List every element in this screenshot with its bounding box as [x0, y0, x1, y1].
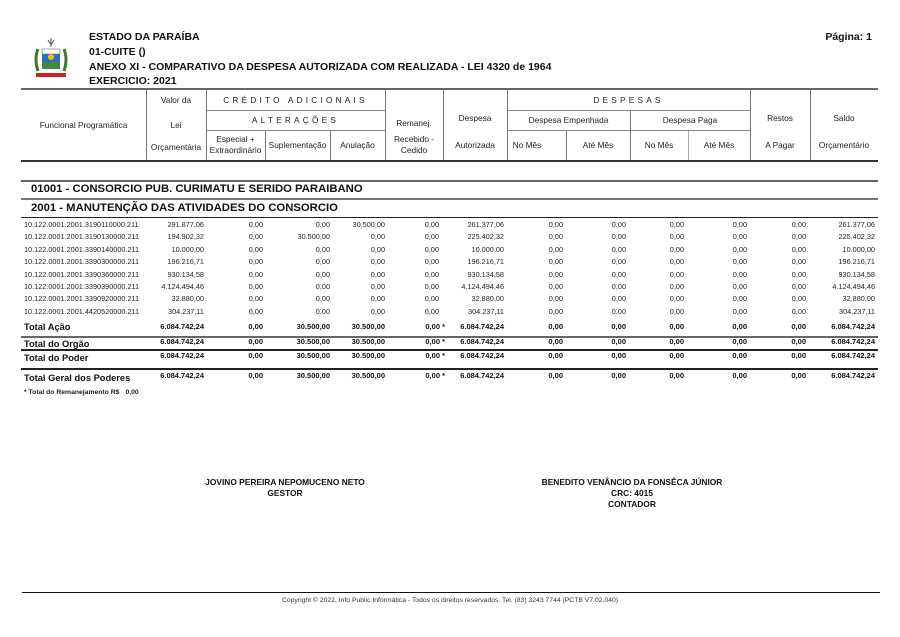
cell-suplementacao: 0,00 [315, 257, 330, 267]
remanejamento-note [24, 389, 139, 396]
cell-autorizada: 4.124.494,46 [461, 282, 504, 291]
total-especial: 0,00 [248, 351, 263, 360]
cell-suplementacao: 0,00 [315, 244, 330, 254]
contador-role: CONTADOR [608, 499, 656, 509]
total-autorizada: 6.084.742,24 [460, 337, 504, 346]
cell-restos: 0,00 [791, 269, 806, 279]
cell-paga-mes: 0,00 [669, 306, 684, 316]
cell-anulacao: 0,00 [370, 232, 385, 242]
total-autorizada: 6.084.742,24 [460, 351, 504, 360]
section-rule [21, 198, 878, 200]
cell-autorizada: 225.402,32 [467, 232, 504, 242]
total-paga-mes: 0,00 [669, 322, 684, 331]
cell-emp-ate: 0,00 [611, 257, 626, 267]
orgao-title: 01001 - CONSORCIO PUB. CURIMATU E SERIDO PARAIBANO [31, 183, 363, 195]
total-paga-ate: 0,00 [732, 322, 747, 331]
cell-emp-mes: 0,00 [548, 294, 563, 304]
total-row [0, 322, 900, 336]
cell-valor-lei: 194.902,32 [167, 232, 204, 242]
total-rule [21, 368, 878, 370]
total-valor-lei: 6.084.742,24 [160, 371, 204, 380]
table-row [0, 220, 900, 232]
cell-suplementacao: 30.500,00 [297, 232, 330, 242]
col-a-pagar: A Pagar [765, 140, 795, 150]
cell-saldo: 225.402,32 [838, 232, 875, 242]
state-title: ESTADO DA PARAÍBA [89, 31, 200, 43]
total-especial: 0,00 [248, 337, 263, 346]
col-paga-no-mes: No Mês [644, 140, 674, 150]
cell-emp-ate: 0,00 [611, 232, 626, 242]
cell-especial: 0,00 [248, 306, 263, 316]
cell-saldo: 32.880,00 [842, 294, 875, 304]
cell-valor-lei: 32.880,00 [171, 294, 204, 304]
total-valor-lei: 6.084.742,24 [160, 322, 204, 331]
funcional-code: 10.122.0001.2001.3390390000.211 [24, 282, 140, 291]
funcional-code: 10.122.0001.2001.3190110000.211 [24, 220, 139, 229]
col-especial-1: Especial + [216, 134, 255, 144]
total-saldo: 6.084.742,24 [831, 337, 875, 346]
total-paga-ate: 0,00 [732, 351, 747, 360]
cell-paga-mes: 0,00 [669, 220, 684, 229]
cell-emp-ate: 0,00 [611, 306, 626, 316]
cell-autorizada: 261.377,06 [467, 220, 504, 229]
funcional-code: 10.122.0001.2001.4420520000.211 [24, 306, 140, 316]
row-divider [507, 110, 750, 111]
cell-restos: 0,00 [791, 294, 806, 304]
table-row [0, 307, 900, 319]
col-remanej: Remanej. [396, 118, 432, 128]
cell-autorizada: 10.000,00 [471, 244, 504, 254]
signature-gestor [180, 477, 390, 499]
cell-restos: 0,00 [791, 282, 806, 291]
cell-remanej: 0,00 [424, 306, 439, 316]
cell-paga-ate: 0,00 [732, 257, 747, 267]
cell-restos: 0,00 [791, 220, 806, 229]
cell-anulacao: 0,00 [370, 294, 385, 304]
cell-restos: 0,00 [791, 306, 806, 316]
table-row [0, 257, 900, 269]
col-despesa: Despesa [458, 113, 492, 123]
cell-saldo: 261.377,06 [838, 220, 875, 229]
cell-emp-mes: 0,00 [548, 306, 563, 316]
col-empenhada: Despesa Empenhada [528, 115, 609, 125]
cell-especial: 0,00 [248, 257, 263, 267]
total-emp-mes: 0,00 [548, 371, 563, 380]
cell-suplementacao: 0,00 [315, 220, 330, 229]
cell-anulacao: 30.500,00 [352, 220, 385, 229]
total-row [0, 351, 900, 365]
total-especial: 0,00 [248, 371, 263, 380]
total-suplementacao: 30.500,00 [296, 371, 330, 380]
cell-valor-lei: 291.877,06 [167, 220, 204, 229]
total-label: Total Ação [24, 322, 71, 332]
gestor-name: JOVINO PEREIRA NEPOMUCENO NETO [205, 477, 365, 487]
total-restos: 0,00 [791, 371, 806, 380]
cell-emp-ate: 0,00 [611, 269, 626, 279]
total-label: Total do Poder [24, 353, 89, 363]
cell-emp-ate: 0,00 [611, 244, 626, 254]
cell-saldo: 304.237,11 [839, 306, 875, 316]
table-row [0, 245, 900, 257]
cell-especial: 0,00 [248, 232, 263, 242]
table-row [0, 232, 900, 244]
funcional-code: 10.122.0001.2001.3390140000.211 [24, 244, 140, 254]
funcional-code: 10.122.0001.2001.3390360000.211 [24, 269, 140, 279]
total-label: Total Geral dos Poderes [24, 373, 131, 383]
cell-anulacao: 0,00 [370, 306, 385, 316]
cell-emp-ate: 0,00 [611, 220, 626, 229]
funcional-code: 10.122.0001.2001.3390920000.211 [24, 294, 140, 304]
cell-valor-lei: 930.134,58 [167, 269, 204, 279]
cell-autorizada: 930.134,58 [467, 269, 504, 279]
total-autorizada: 6.084.742,24 [460, 371, 504, 380]
cell-saldo: 10.000,00 [842, 244, 875, 254]
cell-emp-mes: 0,00 [548, 269, 563, 279]
col-paga: Despesa Paga [662, 115, 718, 125]
total-suplementacao: 30.500,00 [296, 351, 330, 360]
section-rule [21, 217, 878, 218]
total-emp-mes: 0,00 [548, 322, 563, 331]
total-row [0, 337, 900, 351]
coat-of-arms-icon [30, 35, 72, 81]
cell-saldo: 4.124.494,46 [832, 282, 875, 291]
cell-autorizada: 32.880,00 [471, 294, 504, 304]
total-saldo: 6.084.742,24 [831, 351, 875, 360]
section-rule [21, 180, 878, 182]
table-row [0, 270, 900, 282]
total-anulacao: 30.500,00 [351, 322, 385, 331]
total-anulacao: 30.500,00 [351, 337, 385, 346]
cell-paga-ate: 0,00 [732, 244, 747, 254]
cell-emp-mes: 0,00 [548, 282, 563, 291]
total-suplementacao: 30.500,00 [296, 337, 330, 346]
funcional-code: 10.122.0001.2001.3390300000.211 [24, 257, 140, 267]
cell-restos: 0,00 [791, 244, 806, 254]
total-emp-ate: 0,00 [611, 322, 626, 331]
cell-emp-mes: 0,00 [548, 257, 563, 267]
total-emp-ate: 0,00 [611, 337, 626, 346]
col-lei: Lei [170, 120, 182, 130]
cell-valor-lei: 304.237,11 [168, 306, 204, 316]
gestor-role: GESTOR [267, 488, 303, 498]
total-label: Total do Orgão [24, 339, 90, 349]
cell-emp-ate: 0,00 [611, 282, 626, 291]
cell-paga-mes: 0,00 [669, 282, 684, 291]
acao-title: 2001 - MANUTENÇÃO DAS ATIVIDADES DO CONSORCIO [31, 202, 338, 214]
total-emp-mes: 0,00 [548, 351, 563, 360]
cell-emp-mes: 0,00 [548, 244, 563, 254]
cell-remanej: 0,00 [424, 257, 439, 267]
cell-saldo: 930.134,58 [838, 269, 875, 279]
col-especial-2: Extraordinário [209, 145, 262, 155]
cell-suplementacao: 0,00 [315, 282, 330, 291]
total-paga-mes: 0,00 [669, 371, 684, 380]
cell-saldo: 196.216,71 [838, 257, 875, 267]
cell-paga-mes: 0,00 [669, 232, 684, 242]
contador-crc: CRC: 4015 [611, 488, 653, 498]
total-emp-mes: 0,00 [548, 337, 563, 346]
page-number: Página: 1 [825, 31, 872, 43]
cell-anulacao: 0,00 [370, 282, 385, 291]
row-divider [206, 130, 385, 131]
col-alteracoes: ALTERAÇÕES [251, 115, 340, 125]
col-emp-no-mes: No Mês [512, 140, 542, 150]
cell-suplementacao: 0,00 [315, 269, 330, 279]
cell-paga-mes: 0,00 [669, 294, 684, 304]
cell-paga-ate: 0,00 [732, 220, 747, 229]
note-value: 0,00 [125, 389, 139, 396]
col-recebido-1: Recebido - [393, 134, 435, 144]
cell-paga-ate: 0,00 [732, 282, 747, 291]
report-title: ANEXO XI - COMPARATIVO DA DESPESA AUTORIZADA COM REALIZADA - LEI 4320 de 1964 [89, 61, 552, 73]
total-emp-ate: 0,00 [611, 371, 626, 380]
cell-remanej: 0,00 [424, 294, 439, 304]
total-suplementacao: 30.500,00 [296, 322, 330, 331]
cell-suplementacao: 0,00 [315, 294, 330, 304]
cell-paga-ate: 0,00 [732, 306, 747, 316]
col-anulacao: Anulação [340, 140, 375, 150]
total-remanej: 0,00 * [425, 351, 445, 360]
cell-anulacao: 0,00 [370, 257, 385, 267]
row-divider [206, 110, 385, 111]
contador-name: BENEDITO VENÂNCIO DA FONSÊCA JÚNIOR [541, 477, 723, 487]
table-row [0, 294, 900, 306]
col-suplementacao: Suplementação [268, 140, 327, 150]
total-paga-ate: 0,00 [732, 371, 747, 380]
col-emp-ate-mes: Até Mês [582, 140, 614, 150]
cell-suplementacao: 0,00 [315, 306, 330, 316]
cell-valor-lei: 4.124.494,46 [161, 282, 204, 291]
cell-paga-ate: 0,00 [732, 232, 747, 242]
col-credito-adicionais: CRÉDITO ADICIONAIS [223, 95, 368, 105]
total-valor-lei: 6.084.742,24 [160, 337, 204, 346]
col-despesas: DESPESAS [593, 95, 664, 105]
cell-paga-ate: 0,00 [732, 294, 747, 304]
exercise-year: EXERCICIO: 2021 [89, 75, 177, 87]
total-remanej: 0,00 * [425, 322, 445, 331]
total-especial: 0,00 [248, 322, 263, 331]
cell-remanej: 0,00 [424, 244, 439, 254]
entity-name: 01-CUITE () [89, 46, 146, 58]
total-remanej: 0,00 * [425, 371, 445, 380]
cell-especial: 0,00 [248, 244, 263, 254]
cell-emp-ate: 0,00 [611, 294, 626, 304]
cell-valor-lei: 196.216,71 [167, 257, 204, 267]
cell-restos: 0,00 [791, 257, 806, 267]
cell-restos: 0,00 [791, 232, 806, 242]
cell-emp-mes: 0,00 [548, 220, 563, 229]
col-paga-ate-mes: Até Mês [703, 140, 735, 150]
col-funcional: Funcional Programática [39, 120, 128, 130]
copyright-text: Copyright © 2022, Info Public Informática - Todos os direitos reservados. Tel. (83) 3243 7744 (PCTB V7.02.040) [281, 597, 619, 604]
total-restos: 0,00 [791, 351, 806, 360]
cell-remanej: 0,00 [424, 269, 439, 279]
total-remanej: 0,00 * [425, 337, 445, 346]
note-label: * Total do Remanejamento R$ [24, 389, 120, 396]
col-saldo: Saldo [833, 113, 855, 123]
total-restos: 0,00 [791, 322, 806, 331]
total-paga-mes: 0,00 [669, 351, 684, 360]
total-emp-ate: 0,00 [611, 351, 626, 360]
total-autorizada: 6.084.742,24 [460, 322, 504, 331]
col-autorizada: Autorizada [455, 140, 495, 150]
footer-rule [22, 592, 880, 593]
cell-remanej: 0,00 [424, 282, 439, 291]
cell-especial: 0,00 [248, 269, 263, 279]
col-restos: Restos [767, 113, 793, 123]
cell-especial: 0,00 [248, 282, 263, 291]
col-valor-da: Valor da [160, 95, 192, 105]
funcional-code: 10.122.0001.2001.3190130000.211 [24, 232, 140, 242]
total-anulacao: 30.500,00 [351, 371, 385, 380]
header-bottom-rule [21, 160, 878, 162]
cell-paga-ate: 0,00 [732, 269, 747, 279]
col-orcamentario: Orçamentário [818, 140, 870, 150]
total-valor-lei: 6.084.742,24 [160, 351, 204, 360]
total-paga-ate: 0,00 [732, 337, 747, 346]
cell-paga-mes: 0,00 [669, 244, 684, 254]
total-row [0, 371, 900, 385]
cell-valor-lei: 10.000,00 [171, 244, 204, 254]
total-saldo: 6.084.742,24 [831, 371, 875, 380]
cell-autorizada: 304.237,11 [468, 306, 504, 316]
col-recebido-2: Cedido [400, 145, 428, 155]
cell-autorizada: 196.216,71 [467, 257, 504, 267]
cell-remanej: 0,00 [424, 220, 439, 229]
signature-contador [520, 477, 744, 510]
cell-anulacao: 0,00 [370, 244, 385, 254]
cell-emp-mes: 0,00 [548, 232, 563, 242]
col-orcamentaria: Orçamentária [150, 142, 202, 152]
cell-paga-mes: 0,00 [669, 257, 684, 267]
total-paga-mes: 0,00 [669, 337, 684, 346]
table-row [0, 282, 900, 294]
cell-anulacao: 0,00 [370, 269, 385, 279]
cell-remanej: 0,00 [424, 232, 439, 242]
total-saldo: 6.084.742,24 [831, 322, 875, 331]
row-divider [507, 130, 750, 131]
cell-paga-mes: 0,00 [669, 269, 684, 279]
cell-especial: 0,00 [248, 294, 263, 304]
cell-especial: 0,00 [248, 220, 263, 229]
total-restos: 0,00 [791, 337, 806, 346]
total-anulacao: 30.500,00 [351, 351, 385, 360]
